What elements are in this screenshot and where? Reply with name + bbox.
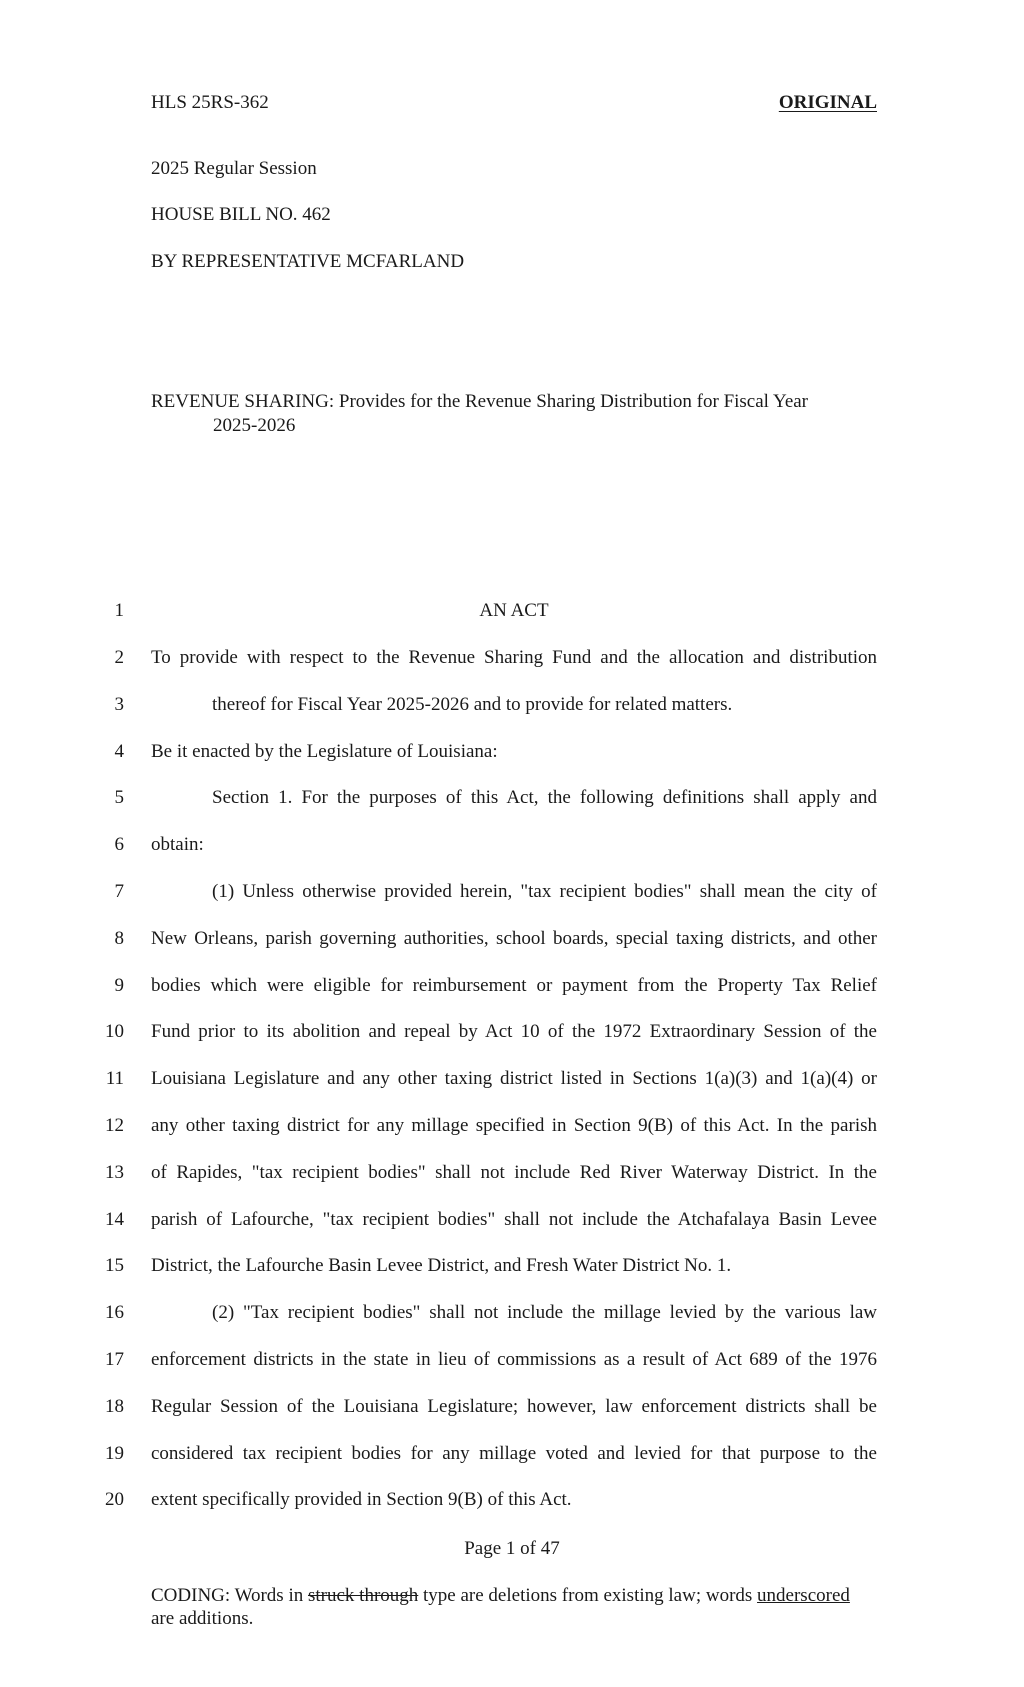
bill-digest [151,390,877,438]
bill-author: BY REPRESENTATIVE MCFARLAND [151,251,465,272]
digest-line-2: 2025-2026 [213,415,296,436]
line-number: 6 [114,834,124,855]
line-number: 1 [114,600,124,621]
body-line: bodies which were eligible for reimbursement or payment from the Property Tax Relief [151,975,877,996]
page-number: Page 1 of 47 [464,1538,560,1559]
line-number: 13 [105,1162,124,1183]
line-number: 19 [105,1443,124,1464]
line-number: 8 [114,928,124,949]
line-number: 20 [105,1489,124,1510]
line-number: 2 [114,647,124,668]
body-line: parish of Lafourche, "tax recipient bodies" shall not include the Atchafalaya Basin Levee [151,1209,877,1230]
coding-note [151,1584,877,1630]
act-title: AN ACT [479,600,549,621]
coding-prefix: CODING: Words in [151,1585,308,1606]
body-line: considered tax recipient bodies for any millage voted and levied for that purpose to the [151,1443,877,1464]
bill-number: HOUSE BILL NO. 462 [151,204,331,225]
line-number: 10 [105,1021,124,1042]
line-number: 3 [114,694,124,715]
digest-line-1: REVENUE SHARING: Provides for the Revenue Sharing Distribution for Fiscal Year [151,391,809,412]
coding-underscored-example: underscored [757,1585,850,1606]
body-line: any other taxing district for any millage specified in Section 9(B) of this Act. In the parish [151,1115,877,1136]
body-line: of Rapides, "tax recipient bodies" shall not include Red River Waterway District. In the [151,1162,877,1183]
body-line: (1) Unless otherwise provided herein, "tax recipient bodies" shall mean the city of [212,881,877,902]
body-line: Louisiana Legislature and any other taxing district listed in Sections 1(a)(3) and 1(a)(4) or [151,1068,877,1089]
body-line: Regular Session of the Louisiana Legislature; however, law enforcement districts shall be [151,1396,877,1417]
session-label: 2025 Regular Session [151,158,317,179]
line-number: 15 [105,1255,124,1276]
line-number: 14 [105,1209,124,1230]
document-status: ORIGINAL [778,92,877,113]
line-number: 5 [114,787,124,808]
line-number: 9 [114,975,124,996]
line-number: 18 [105,1396,124,1417]
body-line: New Orleans, parish governing authorities, school boards, special taxing districts, and other [151,928,877,949]
coding-suffix: are additions. [151,1608,254,1629]
body-line: extent specifically provided in Section 9(B) of this Act. [151,1489,572,1510]
body-line: Be it enacted by the Legislature of Louisiana: [151,741,498,762]
body-line: To provide with respect to the Revenue Sharing Fund and the allocation and distribution [151,647,877,668]
coding-middle: type are deletions from existing law; words [418,1585,758,1606]
document-id: HLS 25RS-362 [151,92,269,113]
body-line: enforcement districts in the state in lieu of commissions as a result of Act 689 of the 1976 [151,1349,877,1370]
line-number: 7 [114,881,124,902]
line-number: 17 [105,1349,124,1370]
body-line: District, the Lafourche Basin Levee District, and Fresh Water District No. 1. [151,1255,732,1276]
line-number: 12 [105,1115,124,1136]
body-line: thereof for Fiscal Year 2025-2026 and to provide for related matters. [212,694,733,715]
body-line: (2) "Tax recipient bodies" shall not include the millage levied by the various law [212,1302,877,1323]
body-line: obtain: [151,834,204,855]
line-number: 11 [105,1068,124,1089]
body-line: Fund prior to its abolition and repeal by Act 10 of the 1972 Extraordinary Session of the [151,1021,877,1042]
coding-struck-example: struck through [307,1585,419,1606]
line-number: 16 [105,1302,124,1323]
body-line: Section 1. For the purposes of this Act, the following definitions shall apply and [212,787,877,808]
line-number: 4 [114,741,124,762]
